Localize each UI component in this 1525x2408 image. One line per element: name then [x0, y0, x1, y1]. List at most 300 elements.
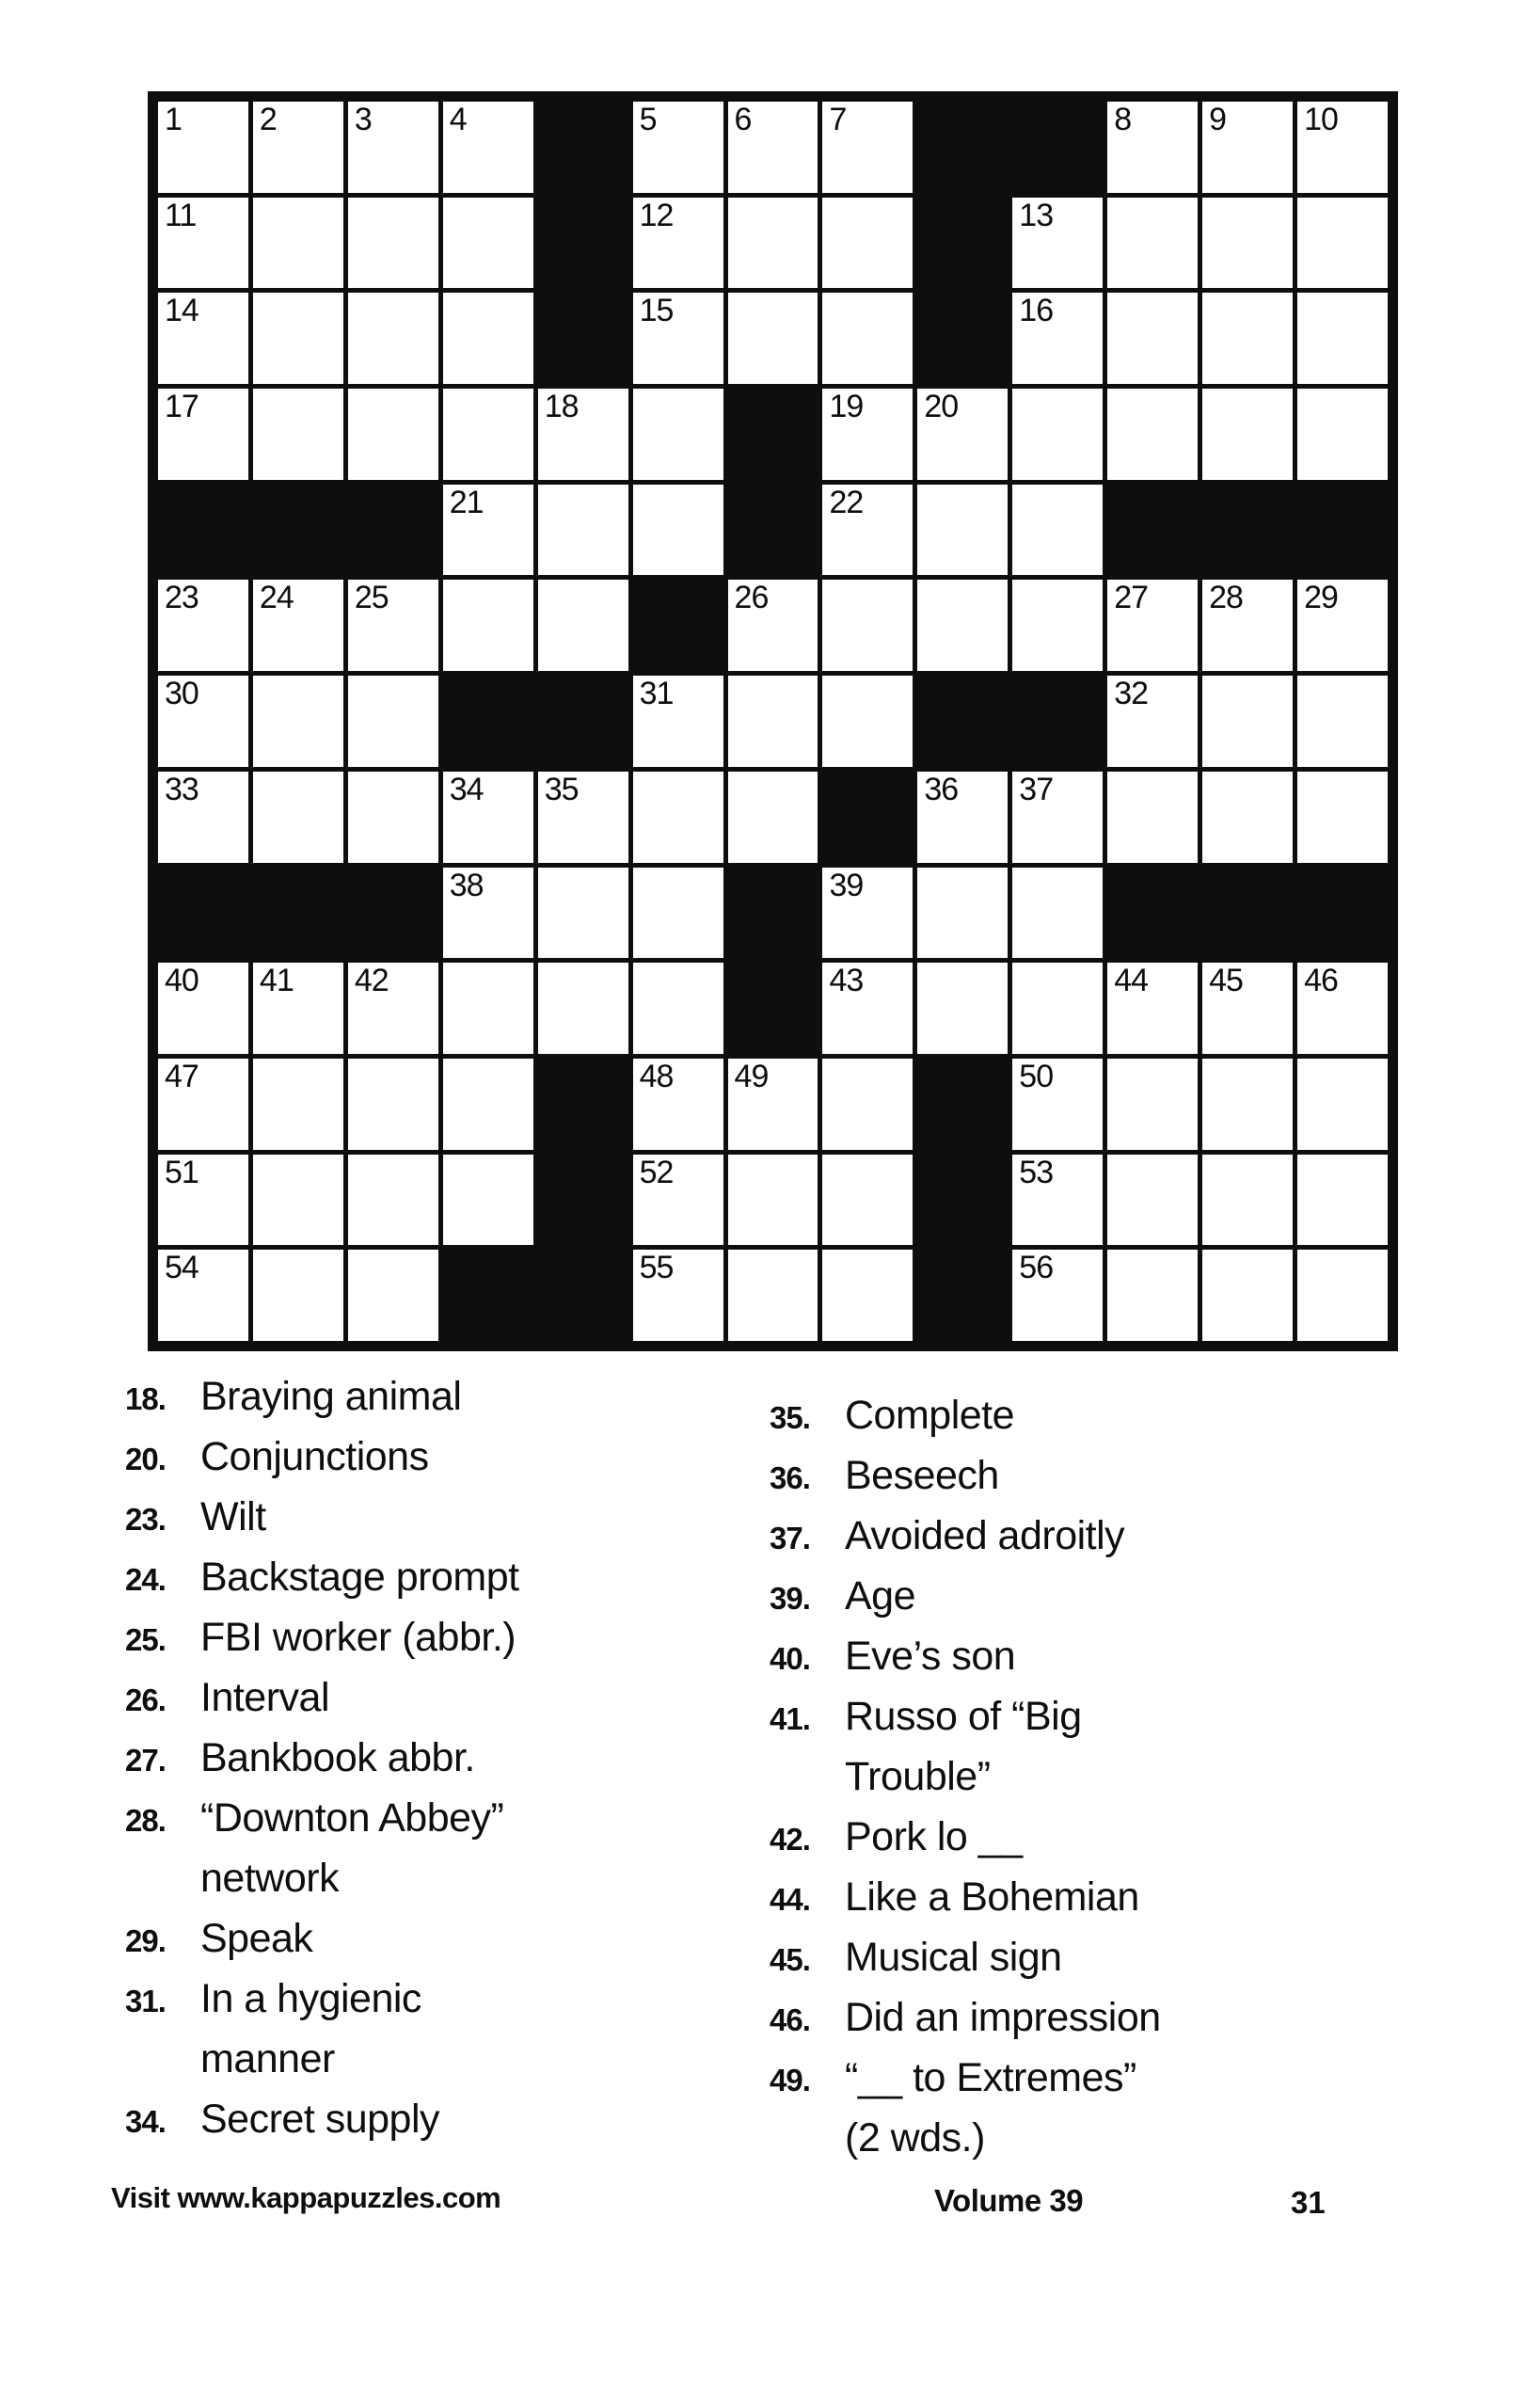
black-cell-r5-c13: [1297, 485, 1388, 576]
grid-cell-r10-c4[interactable]: [443, 963, 533, 1054]
grid-cell-r2-c10[interactable]: [1012, 198, 1103, 289]
black-cell-r10-c7: [728, 963, 818, 1054]
grid-cell-r1-c12[interactable]: [1202, 102, 1293, 193]
clue-number: 45.: [770, 1942, 810, 1977]
clue-down-49-cont: [770, 2108, 1390, 2168]
cell-number-10: 10: [1304, 102, 1338, 137]
black-cell-r1-c9: [917, 102, 1008, 193]
clue-text: Pork lo __: [845, 1814, 1023, 1859]
grid-cell-r12-c1[interactable]: [158, 1155, 248, 1246]
cell-number-56: 56: [1019, 1250, 1054, 1286]
grid-cell-r7-c6[interactable]: [633, 676, 723, 767]
black-cell-r9-c12: [1202, 868, 1293, 959]
grid-cell-r8-c10[interactable]: [1012, 772, 1103, 863]
black-cell-r5-c7: [728, 485, 818, 576]
black-cell-r9-c2: [253, 868, 343, 959]
clue-number: 27.: [125, 1743, 166, 1778]
clue-down-26: [125, 1667, 727, 1728]
grid-cell-r12-c6[interactable]: [633, 1155, 723, 1246]
black-cell-r7-c9: [917, 676, 1008, 767]
grid-cell-r5-c5[interactable]: [538, 485, 628, 576]
clue-text: Complete: [845, 1393, 1015, 1438]
grid-cell-r11-c11[interactable]: [1107, 1059, 1198, 1150]
grid-cell-r6-c13[interactable]: [1297, 580, 1388, 671]
grid-cell-r4-c9[interactable]: [917, 389, 1008, 480]
grid-cell-r10-c13[interactable]: [1297, 963, 1388, 1054]
grid-cell-r7-c1[interactable]: [158, 676, 248, 767]
cell-number-53: 53: [1019, 1154, 1054, 1190]
cell-number-17: 17: [165, 389, 199, 425]
grid-cell-r2-c7[interactable]: [728, 198, 818, 289]
black-cell-r5-c1: [158, 485, 248, 576]
grid-cell-r9-c8[interactable]: [822, 868, 913, 959]
grid-cell-r6-c3[interactable]: [348, 580, 438, 671]
cell-number-45: 45: [1209, 963, 1243, 999]
grid-cell-r3-c3[interactable]: [348, 293, 438, 384]
cell-number-12: 12: [639, 197, 674, 233]
cell-number-26: 26: [734, 580, 769, 616]
clue-number: 39.: [770, 1581, 810, 1616]
grid-cell-r8-c5[interactable]: [538, 772, 628, 863]
grid-cell-r13-c3[interactable]: [348, 1250, 438, 1341]
cell-number-19: 19: [829, 389, 864, 425]
grid-cell-r4-c6[interactable]: [633, 389, 723, 480]
grid-cell-r13-c6[interactable]: [633, 1250, 723, 1341]
black-cell-r9-c1: [158, 868, 248, 959]
cell-number-39: 39: [829, 867, 864, 903]
grid-cell-r12-c2[interactable]: [253, 1155, 343, 1246]
grid-cell-r3-c8[interactable]: [822, 293, 913, 384]
cell-number-33: 33: [165, 771, 199, 807]
cell-number-30: 30: [165, 676, 199, 712]
clue-down-31: [125, 1969, 727, 2029]
grid-cell-r13-c13[interactable]: [1297, 1250, 1388, 1341]
grid-cell-r8-c9[interactable]: [917, 772, 1008, 863]
footer-page-number: 31: [1291, 2185, 1326, 2220]
grid-cell-r10-c10[interactable]: [1012, 963, 1103, 1054]
clue-number: 40.: [770, 1641, 810, 1676]
black-cell-r1-c10: [1012, 102, 1103, 193]
grid-cell-r6-c4[interactable]: [443, 580, 533, 671]
grid-cell-r3-c1[interactable]: [158, 293, 248, 384]
grid-cell-r10-c3[interactable]: [348, 963, 438, 1054]
black-cell-r5-c11: [1107, 485, 1198, 576]
grid-cell-r13-c7[interactable]: [728, 1250, 818, 1341]
cell-number-38: 38: [449, 867, 484, 903]
grid-cell-r6-c1[interactable]: [158, 580, 248, 671]
grid-cell-r11-c3[interactable]: [348, 1059, 438, 1150]
grid-cell-r1-c6[interactable]: [633, 102, 723, 193]
clue-number: 18.: [125, 1381, 166, 1416]
grid-cell-r5-c8[interactable]: [822, 485, 913, 576]
grid-cell-r8-c1[interactable]: [158, 772, 248, 863]
cell-number-48: 48: [639, 1058, 674, 1094]
grid-cell-r12-c13[interactable]: [1297, 1155, 1388, 1246]
black-cell-r13-c5: [538, 1250, 628, 1341]
black-cell-r5-c3: [348, 485, 438, 576]
grid-cell-r8-c6[interactable]: [633, 772, 723, 863]
grid-cell-r6-c5[interactable]: [538, 580, 628, 671]
clue-text: Speak: [200, 1916, 313, 1961]
clue-down-27: [125, 1728, 727, 1788]
grid-cell-r2-c13[interactable]: [1297, 198, 1388, 289]
grid-cell-r11-c7[interactable]: [728, 1059, 818, 1150]
clue-number: 36.: [770, 1460, 810, 1495]
cell-number-11: 11: [165, 197, 197, 233]
grid-cell-r4-c12[interactable]: [1202, 389, 1293, 480]
clue-down-39: [770, 1566, 1390, 1626]
clue-text: Did an impression: [845, 1995, 1161, 2040]
grid-cell-r6-c12[interactable]: [1202, 580, 1293, 671]
cell-number-29: 29: [1304, 580, 1338, 616]
black-cell-r9-c7: [728, 868, 818, 959]
clue-column-left: [125, 1366, 727, 2149]
grid-cell-r5-c9[interactable]: [917, 485, 1008, 576]
cell-number-13: 13: [1019, 197, 1054, 233]
clue-number: 26.: [125, 1682, 166, 1717]
clue-down-23: [125, 1487, 727, 1547]
black-cell-r2-c9: [917, 198, 1008, 289]
grid-cell-r3-c13[interactable]: [1297, 293, 1388, 384]
grid-cell-r13-c11[interactable]: [1107, 1250, 1198, 1341]
grid-cell-r2-c8[interactable]: [822, 198, 913, 289]
grid-cell-r10-c6[interactable]: [633, 963, 723, 1054]
grid-cell-r3-c4[interactable]: [443, 293, 533, 384]
grid-cell-r1-c11[interactable]: [1107, 102, 1198, 193]
grid-cell-r1-c4[interactable]: [443, 102, 533, 193]
grid-cell-r3-c2[interactable]: [253, 293, 343, 384]
grid-cell-r7-c7[interactable]: [728, 676, 818, 767]
clue-text: Wilt: [200, 1494, 266, 1539]
grid-cell-r1-c1[interactable]: [158, 102, 248, 193]
grid-cell-r6-c2[interactable]: [253, 580, 343, 671]
cell-number-43: 43: [829, 963, 864, 999]
clue-number: 25.: [125, 1622, 166, 1657]
grid-cell-r1-c2[interactable]: [253, 102, 343, 193]
clue-number: 29.: [125, 1923, 166, 1958]
clue-text: Backstage prompt: [200, 1555, 519, 1600]
grid-cell-r7-c3[interactable]: [348, 676, 438, 767]
black-cell-r5-c2: [253, 485, 343, 576]
clue-text: FBI worker (abbr.): [200, 1615, 516, 1660]
black-cell-r4-c7: [728, 389, 818, 480]
grid-cell-r8-c12[interactable]: [1202, 772, 1293, 863]
grid-cell-r11-c4[interactable]: [443, 1059, 533, 1150]
grid-cell-r2-c12[interactable]: [1202, 198, 1293, 289]
grid-cell-r6-c8[interactable]: [822, 580, 913, 671]
clue-text: Bankbook abbr.: [200, 1735, 475, 1780]
black-cell-r6-c6: [633, 580, 723, 671]
cell-number-15: 15: [639, 293, 674, 329]
grid-cell-r2-c2[interactable]: [253, 198, 343, 289]
grid-cell-r10-c11[interactable]: [1107, 963, 1198, 1054]
cell-number-42: 42: [354, 963, 389, 999]
black-cell-r13-c4: [443, 1250, 533, 1341]
cell-number-21: 21: [449, 484, 484, 520]
grid-cell-r7-c11[interactable]: [1107, 676, 1198, 767]
cell-number-36: 36: [924, 771, 959, 807]
grid-cell-r13-c2[interactable]: [253, 1250, 343, 1341]
clue-down-49: [770, 2048, 1390, 2108]
grid-cell-r1-c8[interactable]: [822, 102, 913, 193]
crossword-grid: [148, 91, 1398, 1351]
black-cell-r7-c10: [1012, 676, 1103, 767]
grid-cell-r4-c1[interactable]: [158, 389, 248, 480]
clue-number: 20.: [125, 1442, 166, 1476]
grid-cell-r1-c13[interactable]: [1297, 102, 1388, 193]
clue-text: In a hygienic: [200, 1976, 421, 2021]
black-cell-r7-c4: [443, 676, 533, 767]
clue-down-40: [770, 1626, 1390, 1686]
cell-number-24: 24: [259, 580, 294, 616]
clue-text: Trouble”: [845, 1754, 991, 1799]
grid-cell-r3-c12[interactable]: [1202, 293, 1293, 384]
black-cell-r3-c9: [917, 293, 1008, 384]
grid-cell-r11-c10[interactable]: [1012, 1059, 1103, 1150]
grid-cell-r11-c8[interactable]: [822, 1059, 913, 1150]
grid-cell-r8-c4[interactable]: [443, 772, 533, 863]
cell-number-35: 35: [544, 771, 579, 807]
clue-number: 42.: [770, 1822, 810, 1857]
grid-cell-r8-c11[interactable]: [1107, 772, 1198, 863]
grid-cell-r8-c13[interactable]: [1297, 772, 1388, 863]
grid-cell-r4-c5[interactable]: [538, 389, 628, 480]
clue-number: 28.: [125, 1803, 166, 1838]
clue-down-29: [125, 1908, 727, 1969]
grid-cell-r8-c2[interactable]: [253, 772, 343, 863]
grid-cell-r13-c1[interactable]: [158, 1250, 248, 1341]
grid-cell-r7-c13[interactable]: [1297, 676, 1388, 767]
clue-number: 34.: [125, 2104, 166, 2139]
black-cell-r1-c5: [538, 102, 628, 193]
clue-text: Conjunctions: [200, 1434, 429, 1479]
clue-number: 23.: [125, 1502, 166, 1537]
cell-number-55: 55: [639, 1250, 674, 1286]
grid-cell-r3-c7[interactable]: [728, 293, 818, 384]
grid-cell-r6-c7[interactable]: [728, 580, 818, 671]
grid-cell-r9-c5[interactable]: [538, 868, 628, 959]
black-cell-r9-c3: [348, 868, 438, 959]
clue-down-20: [125, 1427, 727, 1487]
clue-number: 31.: [125, 1984, 166, 2018]
grid-cell-r8-c3[interactable]: [348, 772, 438, 863]
grid-cell-r8-c7[interactable]: [728, 772, 818, 863]
grid-cell-r5-c10[interactable]: [1012, 485, 1103, 576]
clue-text: Beseech: [845, 1453, 999, 1498]
cell-number-6: 6: [734, 102, 752, 137]
clue-text: Russo of “Big: [845, 1694, 1082, 1739]
clue-text: Braying animal: [200, 1374, 462, 1419]
cell-number-37: 37: [1019, 771, 1054, 807]
grid-cell-r9-c10[interactable]: [1012, 868, 1103, 959]
grid-cell-r9-c9[interactable]: [917, 868, 1008, 959]
grid-cell-r2-c3[interactable]: [348, 198, 438, 289]
grid-cell-r5-c6[interactable]: [633, 485, 723, 576]
grid-cell-r13-c10[interactable]: [1012, 1250, 1103, 1341]
cell-number-31: 31: [639, 676, 674, 712]
clue-down-31-cont: [125, 2029, 727, 2089]
cell-number-46: 46: [1304, 963, 1338, 999]
grid-cell-r10-c12[interactable]: [1202, 963, 1293, 1054]
grid-cell-r3-c6[interactable]: [633, 293, 723, 384]
cell-number-28: 28: [1209, 580, 1243, 616]
black-cell-r13-c9: [917, 1250, 1008, 1341]
cell-number-50: 50: [1019, 1058, 1054, 1094]
clue-down-36: [770, 1445, 1390, 1506]
grid-cell-r12-c3[interactable]: [348, 1155, 438, 1246]
grid-cell-r4-c11[interactable]: [1107, 389, 1198, 480]
grid-cell-r2-c6[interactable]: [633, 198, 723, 289]
grid-cell-r10-c8[interactable]: [822, 963, 913, 1054]
grid-cell-r6-c10[interactable]: [1012, 580, 1103, 671]
clue-text: Secret supply: [200, 2097, 440, 2142]
clue-text: Musical sign: [845, 1935, 1062, 1980]
clue-down-35: [770, 1385, 1390, 1445]
clue-text: “__ to Extremes”: [845, 2055, 1136, 2100]
clue-text: Avoided adroitly: [845, 1513, 1125, 1558]
grid-cell-r4-c13[interactable]: [1297, 389, 1388, 480]
grid-cell-r1-c3[interactable]: [348, 102, 438, 193]
grid-cell-r12-c8[interactable]: [822, 1155, 913, 1246]
black-cell-r11-c9: [917, 1059, 1008, 1150]
grid-cell-r7-c2[interactable]: [253, 676, 343, 767]
cell-number-8: 8: [1114, 102, 1132, 137]
cell-number-41: 41: [259, 963, 294, 999]
grid-cell-r7-c8[interactable]: [822, 676, 913, 767]
grid-cell-r3-c10[interactable]: [1012, 293, 1103, 384]
grid-cell-r9-c4[interactable]: [443, 868, 533, 959]
grid-cell-r12-c11[interactable]: [1107, 1155, 1198, 1246]
clue-text: Eve’s son: [845, 1634, 1016, 1679]
grid-cell-r12-c10[interactable]: [1012, 1155, 1103, 1246]
cell-number-7: 7: [829, 102, 847, 137]
clue-number: 49.: [770, 2063, 810, 2097]
clue-down-41: [770, 1686, 1390, 1746]
clue-down-18: [125, 1366, 727, 1427]
grid-cell-r4-c8[interactable]: [822, 389, 913, 480]
clue-down-34: [125, 2089, 727, 2149]
clue-number: 35.: [770, 1400, 810, 1435]
grid-cell-r11-c12[interactable]: [1202, 1059, 1293, 1150]
cell-number-51: 51: [165, 1154, 199, 1190]
grid-cell-r1-c7[interactable]: [728, 102, 818, 193]
black-cell-r9-c13: [1297, 868, 1388, 959]
grid-cell-r11-c2[interactable]: [253, 1059, 343, 1150]
grid-cell-r13-c12[interactable]: [1202, 1250, 1293, 1341]
grid-cell-r10-c5[interactable]: [538, 963, 628, 1054]
grid-cell-r4-c2[interactable]: [253, 389, 343, 480]
grid-cell-r4-c3[interactable]: [348, 389, 438, 480]
cell-number-49: 49: [734, 1058, 769, 1094]
grid-cell-r4-c4[interactable]: [443, 389, 533, 480]
clue-text: manner: [200, 2036, 335, 2081]
cell-number-54: 54: [165, 1250, 199, 1286]
cell-number-40: 40: [165, 963, 199, 999]
footer-website-text: Visit www.kappapuzzles.com: [111, 2181, 501, 2214]
cell-number-5: 5: [639, 102, 657, 137]
cell-number-34: 34: [449, 771, 484, 807]
footer-volume-label: Volume 39: [934, 2183, 1084, 2218]
grid-cell-r7-c12[interactable]: [1202, 676, 1293, 767]
grid-cell-r12-c7[interactable]: [728, 1155, 818, 1246]
cell-number-2: 2: [259, 102, 277, 137]
black-cell-r12-c9: [917, 1155, 1008, 1246]
grid-cell-r2-c1[interactable]: [158, 198, 248, 289]
cell-number-44: 44: [1114, 963, 1149, 999]
clue-text: “Downton Abbey”: [200, 1795, 504, 1841]
black-cell-r8-c8: [822, 772, 913, 863]
clue-down-28: [125, 1788, 727, 1848]
grid-cell-r4-c10[interactable]: [1012, 389, 1103, 480]
clue-down-37: [770, 1506, 1390, 1566]
cell-number-22: 22: [829, 484, 864, 520]
cell-number-9: 9: [1209, 102, 1227, 137]
clue-column-right: [770, 1385, 1390, 2168]
clue-down-28-cont: [125, 1848, 727, 1908]
clue-text: network: [200, 1856, 340, 1901]
grid-cell-r5-c4[interactable]: [443, 485, 533, 576]
grid-cell-r11-c1[interactable]: [158, 1059, 248, 1150]
black-cell-r12-c5: [538, 1155, 628, 1246]
grid-cell-r6-c11[interactable]: [1107, 580, 1198, 671]
cell-number-4: 4: [449, 102, 467, 137]
black-cell-r5-c12: [1202, 485, 1293, 576]
clue-down-42: [770, 1807, 1390, 1867]
black-cell-r11-c5: [538, 1059, 628, 1150]
clue-number: 37.: [770, 1521, 810, 1555]
grid-cell-r11-c13[interactable]: [1297, 1059, 1388, 1150]
cell-number-32: 32: [1114, 676, 1149, 712]
cell-number-52: 52: [639, 1154, 674, 1190]
clue-down-45: [770, 1927, 1390, 1987]
cell-number-47: 47: [165, 1058, 199, 1094]
grid-cell-r2-c11[interactable]: [1107, 198, 1198, 289]
grid-cell-r12-c4[interactable]: [443, 1155, 533, 1246]
cell-number-20: 20: [924, 389, 959, 425]
clue-number: 24.: [125, 1562, 166, 1597]
cell-number-3: 3: [354, 102, 372, 137]
cell-number-18: 18: [544, 389, 579, 425]
cell-number-25: 25: [354, 580, 389, 616]
grid-cell-r12-c12[interactable]: [1202, 1155, 1293, 1246]
clue-down-25: [125, 1607, 727, 1667]
cell-number-23: 23: [165, 580, 199, 616]
cell-number-1: 1: [165, 102, 182, 137]
grid-cell-r2-c4[interactable]: [443, 198, 533, 289]
black-cell-r7-c5: [538, 676, 628, 767]
clue-number: 44.: [770, 1882, 810, 1917]
clue-down-41-cont: [770, 1746, 1390, 1807]
clue-down-44: [770, 1867, 1390, 1927]
clue-down-46: [770, 1987, 1390, 2048]
black-cell-r2-c5: [538, 198, 628, 289]
clue-text: Age: [845, 1573, 916, 1619]
grid-cell-r6-c9[interactable]: [917, 580, 1008, 671]
clue-number: 46.: [770, 2002, 810, 2037]
grid-cell-r10-c2[interactable]: [253, 963, 343, 1054]
grid-cell-r9-c6[interactable]: [633, 868, 723, 959]
grid-cell-r10-c9[interactable]: [917, 963, 1008, 1054]
grid-cell-r13-c8[interactable]: [822, 1250, 913, 1341]
cell-number-27: 27: [1114, 580, 1149, 616]
cell-number-16: 16: [1019, 293, 1054, 329]
black-cell-r3-c5: [538, 293, 628, 384]
grid-cell-r11-c6[interactable]: [633, 1059, 723, 1150]
grid-cell-r3-c11[interactable]: [1107, 293, 1198, 384]
clue-number: 41.: [770, 1701, 810, 1736]
grid-cell-r10-c1[interactable]: [158, 963, 248, 1054]
cell-number-14: 14: [165, 293, 199, 329]
